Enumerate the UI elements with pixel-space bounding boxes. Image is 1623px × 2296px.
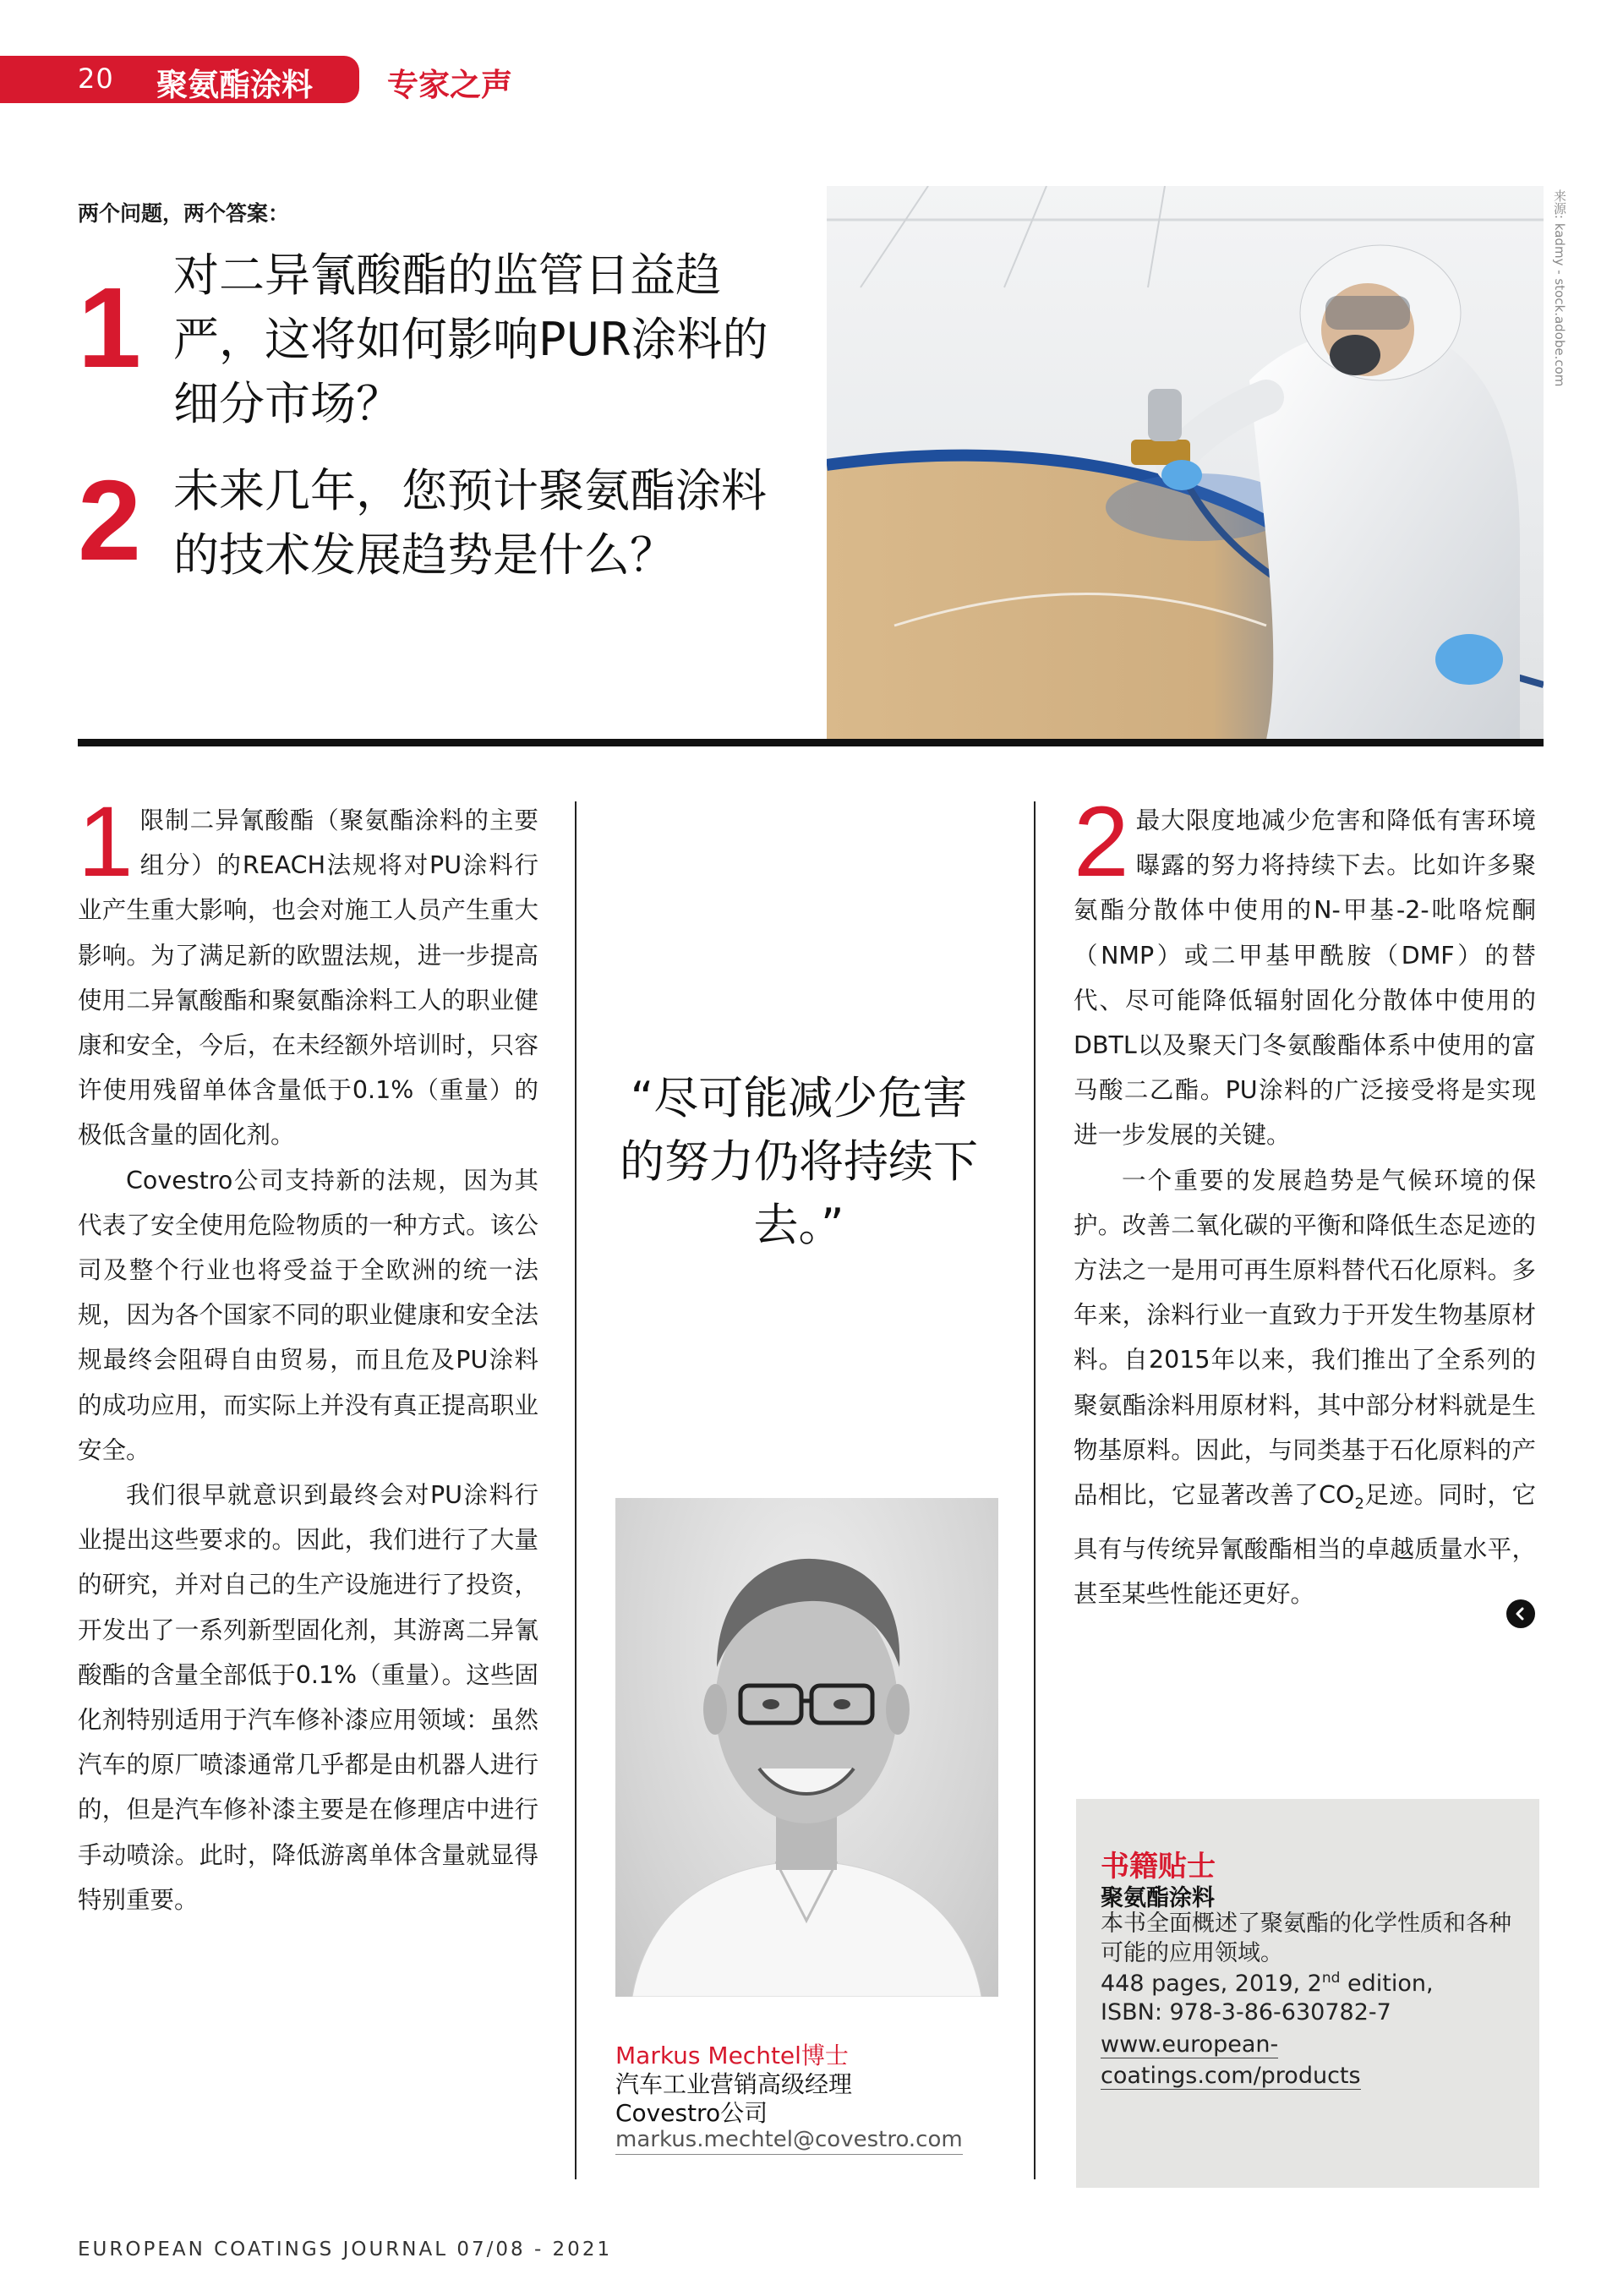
column-rule-right — [1034, 801, 1036, 2179]
photo-credit: 来源: kadmy - stock.adobe.com — [1552, 189, 1567, 387]
answer-2-dropcap: 2 — [1074, 786, 1129, 898]
painter-illustration — [827, 186, 1544, 740]
answer-1-paragraph-2: Covestro公司支持新的法规，因为其代表了安全使用危险物质的一种方式。该公司及整个行业也将受益于全欧洲的统一法规，因为各个国家不同的职业健康和安全法规最终会阻碍自由贸易，而且危及PU涂料的成功应用，而实际上并没有真正提高职业安全。 — [78, 1166, 538, 1464]
author-portrait — [615, 1498, 998, 1997]
continue-arrow-icon[interactable] — [1506, 1599, 1535, 1628]
section-divider — [78, 739, 1544, 746]
answer-2-column — [1074, 786, 1536, 1616]
answer-1-paragraph-1: 1 限制二异氰酸酯（聚氨酯涂料的主要组分）的REACH法规将对PU涂料行业产生重大影响，也会对施工人员产生重大影响。为了满足新的欧盟法规，进一步提高使用二异氰酸酯和聚氨酯涂料工人的职业健康和安全，今后，在未经额外培训时，只容许使用残留单体含量低于0.1%（重量）的极低含量的固化剂。 — [78, 786, 538, 1150]
section-title: 聚氨酯涂料 — [156, 67, 313, 103]
intro-label: 两个问题，两个答案： — [78, 201, 290, 226]
question-2-number: 2 — [78, 456, 142, 584]
question-1-number: 1 — [78, 264, 142, 391]
answer-1-dropcap: 1 — [78, 786, 134, 898]
book-tip-description: 本书全面概述了聚氨酯的化学性质和各种可能的应用领域。 — [1101, 1911, 1511, 1966]
book-tip-heading: 书籍贴士 — [1101, 1850, 1216, 1883]
footer-journal: EUROPEAN COATINGS JOURNAL 07/08 - 2021 — [78, 2239, 613, 2260]
pull-quote: “尽可能减少危害的努力仍将持续下去。” — [620, 1073, 978, 1251]
topic-title: 专家之声 — [387, 67, 512, 103]
book-tip-title: 聚氨酯涂料 — [1101, 1885, 1215, 1911]
book-tip-pages: 448 pages, 2019, 2nd edition, — [1101, 1970, 1434, 1997]
question-1-text: 对二异氰酸酯的监管日益趋严，这将如何影响PUR涂料的细分市场？ — [173, 249, 768, 430]
answer-2-paragraph-2: 一个重要的发展趋势是气候环境的保护。改善二氧化碳的平衡和降低生态足迹的方法之一是用可再生原料替代石化原料。多年来，涂料行业一直致力于开发生物基原材料。自2015年以来，我们推出了全系列的聚氨酯涂料用原材料，其中部分材料就是生物基原料。因此，与同类基于石化原料的产品相比，它显著改善了$CO_2$足迹。同时，它具有与传统异氰酸酯相当的卓越质量水平，甚至某些性能还更好。 — [1074, 1166, 1536, 1609]
author-illustration — [615, 1498, 998, 1997]
author-email-link[interactable]: markus.mechtel@covestro.com — [615, 2125, 963, 2155]
column-rule-left — [575, 801, 577, 2179]
author-company: Covestro公司 — [615, 2099, 768, 2127]
question-2-text: 未来几年，您预计聚氨酯涂料的技术发展趋势是什么？ — [173, 464, 767, 582]
author-title: 汽车工业营销高级经理 — [615, 2070, 853, 2098]
answer-1-column — [78, 786, 538, 1922]
book-tip-isbn: ISBN: 978-3-86-630782-7 — [1101, 1999, 1391, 2025]
answer-2-paragraph-1: 2 最大限度地减少危害和降低有害环境曝露的努力将持续下去。比如许多聚氨酯分散体中使用的N-甲基-2-吡咯烷酮（NMP）或二甲基甲酰胺（DMF）的替代、尽可能降低辐射固化分散体中使用的DBTL以及聚天门冬氨酸酯体系中使用的富马酸二乙酯。PU涂料的广泛接受将是实现进一步发展的关键。 — [1074, 786, 1536, 1150]
answer-1-paragraph-3: 我们很早就意识到最终会对PU涂料行业提出这些要求的。因此，我们进行了大量的研究，并对自己的生产设施进行了投资，开发出了一系列新型固化剂，其游离二异氰酸酯的含量全部低于0.1%（重量）。这些固化剂特别适用于汽车修补漆应用领域：虽然汽车的原厂喷漆通常几乎都是由机器人进行的，但是汽车修补漆主要是在修理店中进行手动喷涂。此时，降低游离单体含量就显得特别重要。 — [78, 1481, 538, 1914]
book-tip-url-link[interactable]: www.european-coatings.com/products — [1101, 2031, 1361, 2089]
page-number: 20 — [78, 63, 114, 95]
author-name: Markus Mechtel博士 — [615, 2042, 849, 2069]
painter-photo — [827, 186, 1544, 740]
